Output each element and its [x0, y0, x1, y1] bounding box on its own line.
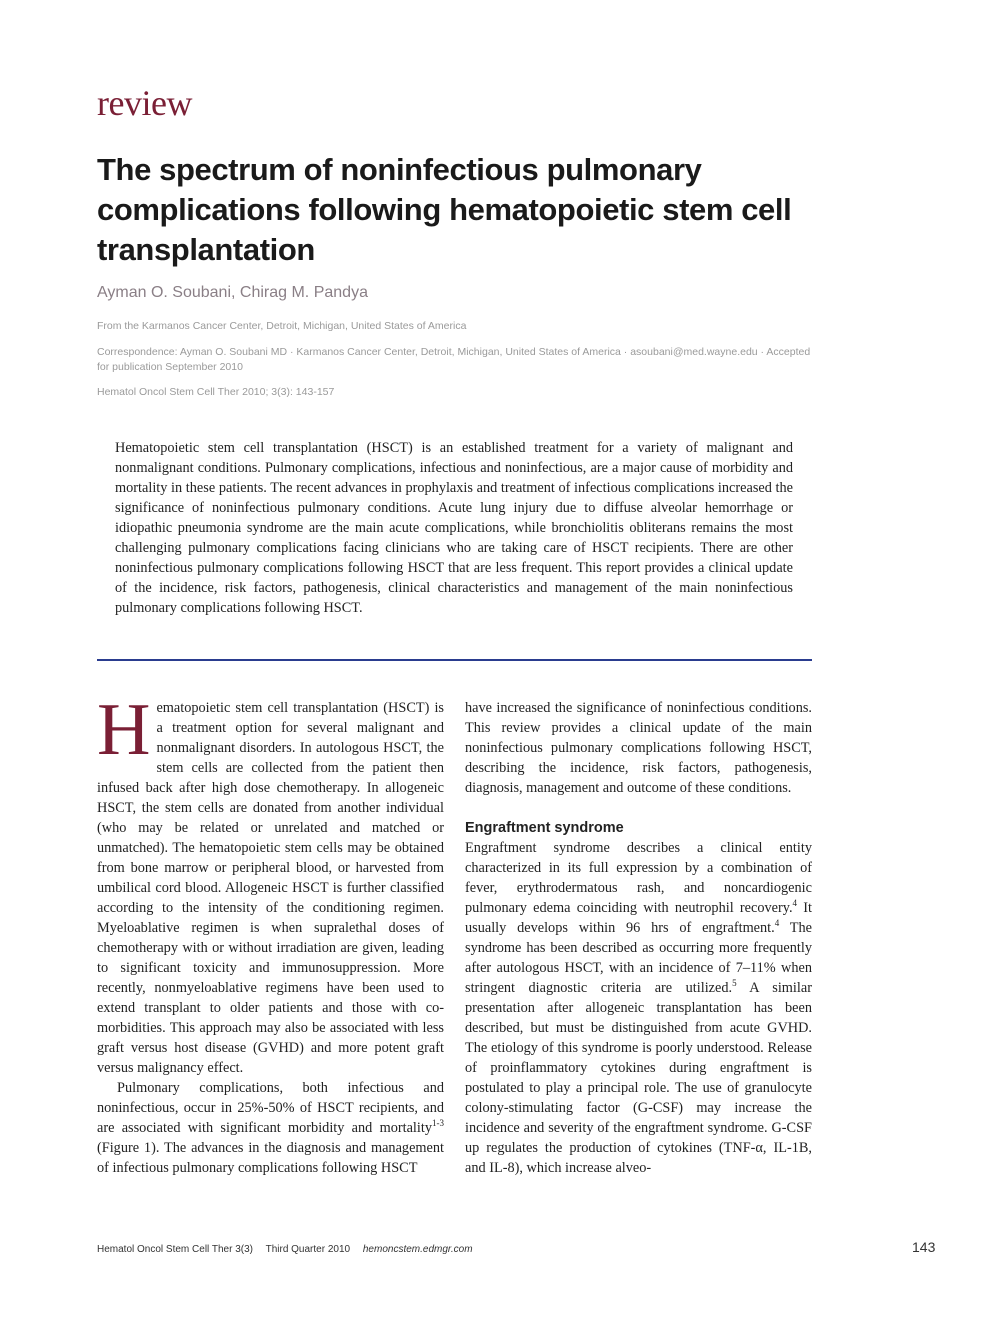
citation: Hematol Oncol Stem Cell Ther 2010; 3(3): 143-157 — [97, 386, 335, 398]
paragraph — [97, 1078, 444, 1178]
divider-rule — [97, 659, 812, 661]
paragraph-text: The syndrome has been described as occurring more frequently after autologous HSCT, with an incidence of 7–11% when stringent diagnostic criteria are utilized. — [465, 920, 812, 996]
authors: Ayman O. Soubani, Chirag M. Pandya — [97, 284, 368, 301]
section-heading: Engraftment syndrome — [465, 820, 624, 836]
page-number: 143 — [912, 1239, 936, 1255]
affiliation: From the Karmanos Cancer Center, Detroit, Michigan, United States of America — [97, 320, 467, 332]
reference-marker: 1-3 — [432, 1118, 444, 1129]
footer-journal: Hematol Oncol Stem Cell Ther 3(3) — [97, 1244, 253, 1255]
paragraph — [97, 689, 444, 1078]
paragraph: have increased the significance of noninfectious conditions. This review provides a clinical update of the main noninfectious pulmonary complications following HSCT, describing the incidence, risk factors, pathogenesis, diagnosis, management and outcome of these conditions. — [465, 700, 812, 796]
reference-marker: 4 — [774, 918, 780, 929]
paragraph-text: (Figure 1). The advances in the diagnosis and management of infectious pulmonary complications following HSCT — [97, 1140, 444, 1176]
reference-marker: 4 — [792, 898, 798, 909]
page-footer — [97, 1244, 483, 1255]
paragraph — [465, 838, 812, 1178]
correspondence: Correspondence: Ayman O. Soubani MD · Karmanos Cancer Center, Detroit, Michigan, United States of America · asoubani@med.wayne.edu · Accepted for publication September 2010 — [97, 346, 811, 373]
abstract: Hematopoietic stem cell transplantation (HSCT) is an established treatment for a variety of malignant and nonmalignant conditions. Pulmonary complications, infectious and noninfectious, are a major cause of morbidity and mortality in these patients. The recent advances in prophylaxis and treatment of infectious complications increased the significance of noninfectious pulmonary conditions. Acute lung injury due to diffuse alveolar hemorrhage or idiopathic pneumonia syndrome are the main acute complications, while bronchiolitis obliterans remains the most challenging pulmonary complications facing clinicians who are taking care of HSCT recipients. There are other noninfectious pulmonary complications following HSCT that are less frequent. This report provides a clinical update of the incidence, risk factors, pathogenesis, clinical characteristics and management of the main noninfectious pulmonary complications following HSCT. — [115, 440, 793, 616]
section-label: review — [97, 83, 192, 123]
footer-url[interactable]: hemoncstem.edmgr.com — [362, 1244, 473, 1255]
reference-marker: 5 — [732, 978, 737, 989]
body-column-right — [465, 698, 812, 1178]
drop-cap: H — [97, 689, 151, 771]
body-column-left — [97, 689, 444, 1178]
footer-issue: Third Quarter 2010 — [265, 1244, 351, 1255]
paragraph-text: A similar presentation after allogeneic transplantation has been described, but must be distinguished from acute GVHD. The etiology of this syndrome is poorly understood. Release of proinflammatory cytokines during engraftment is postulated to play a principal role. The use of granulocyte colony-stimulating factor (G-CSF) may increase the incidence and severity of the engraftment syndrome. G-CSF up regulates the production of cytokines (TNF-α, IL-1B, and IL-8), which increase alveo- — [465, 980, 812, 1176]
article-title: The spectrum of noninfectious pulmonary complications following hematopoietic stem cell transplantation — [97, 152, 792, 267]
paragraph-text: Engraftment syndrome describes a clinical entity characterized in its full expression by a combination of fever, erythrodermatous rash, and noncardiogenic pulmonary edema coinciding with neutrophil recovery. — [465, 840, 812, 916]
paragraph-text: It usually develops within 96 hrs of engraftment. — [465, 900, 812, 936]
paragraph-text: ematopoietic stem cell transplantation (HSCT) is a treatment option for several malignant and nonmalignant disorders. In autologous HSCT, the stem cells are collected from the patient then infused back after high dose chemotherapy. In allogeneic HSCT, the stem cells are donated from another individual (who may be related or unrelated and matched or unmatched). The hematopoietic stem cells may be obtained from bone marrow or peripheral blood, or harvested from umbilical cord blood. Allogeneic HSCT is further classified according to the intensity of the conditioning regimen. Myeloablative regimen is when supralethal doses of chemotherapy with or without irradiation are given, leading to significant toxicity and immunosuppression. More recently, nonmyeloablative regimens have been used to extend transplant to older patients and those with co-morbidities. This approach may also be associated with less graft versus host disease (GVHD) and more potent graft versus malignancy effect. — [97, 700, 444, 1076]
paragraph-text: Pulmonary complications, both infectious and noninfectious, occur in 25%-50% of HSCT recipients, and are associated with significant morbidity and mortality — [97, 1080, 444, 1136]
